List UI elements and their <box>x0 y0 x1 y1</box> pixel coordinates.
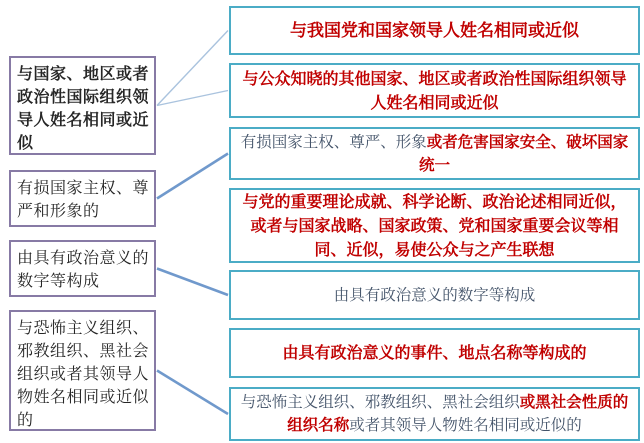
right-rule-box <box>229 387 640 441</box>
rule-text-segment: 或黑社会性质的组织名称 <box>287 393 629 434</box>
rule-text-segment: 与党的重要理论成就、科学论断、政治论述相同近似，或者与国家战略、国家政策、党和国家重要会议等相同、近似，易使公众与之产生联想 <box>242 191 627 259</box>
rule-text <box>237 391 632 437</box>
rule-text-segment: 有损国家主权、尊严、形象 <box>240 132 427 151</box>
rule-text-segment: 由具有政治意义的事件、地点名称等构成的 <box>282 343 587 362</box>
right-rule-box <box>229 127 640 180</box>
left-category-box: 有损国家主权、尊严和形象的 <box>9 170 156 227</box>
rule-text <box>237 67 632 115</box>
right-rule-box <box>229 63 640 118</box>
rule-text <box>290 19 579 43</box>
left-category-box: 由具有政治意义的数字等构成 <box>9 240 156 297</box>
rule-text-segment: 与公众知晓的其他国家、地区或者政治性国际组织领导人姓名相同或近似 <box>242 68 627 112</box>
rule-text <box>334 283 536 307</box>
rule-text-segment: 与我国党和国家领导人姓名相同或近似 <box>290 20 579 41</box>
right-rule-box <box>229 188 640 263</box>
rule-text <box>237 131 632 177</box>
rule-text <box>282 341 586 365</box>
right-rule-box <box>229 270 640 320</box>
rule-text-segment: 或者危害国家安全、破坏国家统一 <box>418 132 629 174</box>
left-category-box: 与国家、地区或者政治性国际组织领导人姓名相同或近似 <box>9 56 156 155</box>
right-rule-box <box>229 328 640 378</box>
rule-text-segment: 或者其领导人物姓名相同或近似的 <box>349 416 582 434</box>
rule-text-segment: 由具有政治意义的数字等构成 <box>333 286 536 304</box>
left-category-box: 与恐怖主义组织、邪教组织、黑社会组织或者其领导人物姓名相同或近似的 <box>9 310 156 431</box>
rule-text-segment: 与恐怖主义组织、邪教组织、黑社会组织 <box>240 393 520 411</box>
rule-text <box>237 190 632 262</box>
right-rule-box <box>229 6 640 55</box>
